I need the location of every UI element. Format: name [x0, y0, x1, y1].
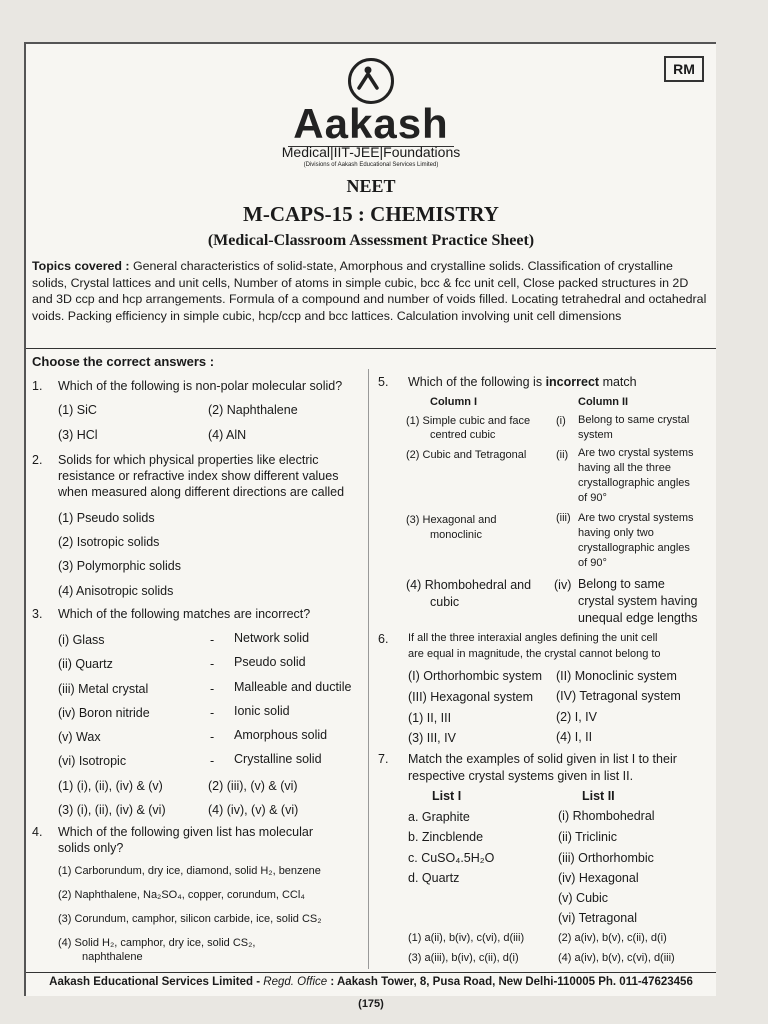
q3-option-1: (1) (i), (ii), (iv) & (v) [58, 779, 163, 793]
aakash-logo-icon [348, 58, 394, 104]
q7-text-line2: respective crystal systems given in list II. [408, 769, 634, 783]
q4-text-line2: solids only? [58, 841, 124, 855]
rm-badge: RM [664, 56, 704, 82]
q3-row-dash: - [210, 706, 215, 720]
page-title: M-CAPS-15 : CHEMISTRY [243, 202, 499, 226]
q5-text-start: Which of the following is [408, 375, 543, 389]
q7-list1-header: List I [432, 789, 462, 803]
q4-option-3: (3) Corundum, camphor, silicon carbide, ice, solid CS₂ [58, 913, 322, 925]
q7-item-iv: (iv) Hexagonal [558, 871, 639, 885]
q4-number: 4. [32, 825, 43, 839]
q7-text-line1: Match the examples of solid given in list I to their [408, 752, 677, 766]
q7-list2-header: List II [582, 789, 615, 803]
q3-row-value: Amorphous solid [234, 728, 328, 742]
q5-r4-col2-cont2: unequal edge lengths [578, 611, 698, 625]
q6-statement-3: (III) Hexagonal system [408, 690, 534, 704]
divider [26, 348, 716, 349]
topics-covered [32, 258, 708, 324]
q5-r4-num: (iv) [554, 578, 572, 592]
brand-division: (Divisions of Aakash Educational Services Limited) [303, 162, 439, 168]
q6-option-2: (2) I, IV [556, 710, 597, 724]
q5-text-end: match [602, 375, 637, 389]
q7-option-4: (4) a(iv), b(v), c(vi), d(iii) [558, 952, 675, 964]
q7-item-a: a. Graphite [408, 810, 470, 824]
q1-option-1: (1) SiC [58, 403, 97, 417]
q5-number: 5. [378, 375, 389, 389]
q6-statement-1: (I) Orthorhombic system [408, 669, 543, 683]
q7-option-2: (2) a(iv), b(v), c(ii), d(i) [558, 932, 667, 944]
q7-item-v: (v) Cubic [558, 891, 609, 905]
q5-r1-col1-cont: centred cubic [430, 429, 496, 441]
exam-name: NEET [346, 176, 396, 196]
q5-text-bold: incorrect [545, 375, 600, 389]
q3-option-4: (4) (iv), (v) & (vi) [208, 803, 299, 817]
q5-r3-col2-cont2: crystallographic angles [578, 542, 690, 554]
q7-item-vi: (vi) Tetragonal [558, 911, 637, 925]
q6-option-1: (1) II, III [408, 711, 452, 725]
worksheet-page [24, 42, 716, 1010]
q5-r1-col2: Belong to same crystal [578, 414, 690, 426]
q2-text-line3: when measured along different directions are called [58, 485, 345, 499]
q3-row-value: Malleable and ductile [234, 680, 352, 694]
footer [26, 976, 716, 988]
q6-text-line1: If all the three interaxial angles defining the unit cell [408, 632, 658, 644]
q5-r2-col2-cont2: crystallographic angles [578, 477, 690, 489]
q2-text-line2: resistance or refractive index show different values [58, 469, 339, 483]
q3-option-3: (3) (i), (ii), (iv) & (vi) [58, 803, 166, 817]
q2-option-2: (2) Isotropic solids [58, 535, 160, 549]
q5-column2-header: Column II [578, 396, 629, 408]
q5-r3-col2: Are two crystal systems [578, 512, 694, 524]
q7-item-i: (i) Rhombohedral [558, 809, 655, 823]
q5-r1-col2-cont: system [578, 429, 613, 441]
q3-row-name: (v) Wax [58, 730, 101, 744]
q3-row-dash: - [210, 657, 215, 671]
q5-r1-num: (i) [556, 415, 566, 427]
q5-r4-col1-cont: cubic [430, 595, 460, 609]
q6-option-4: (4) I, II [556, 730, 593, 744]
q3-row-name: (ii) Quartz [58, 657, 113, 671]
q4-option-1: (1) Carborundum, dry ice, diamond, solid H₂, benzene [58, 865, 321, 877]
q3-row-dash: - [210, 682, 215, 696]
q6-statement-2: (II) Monoclinic system [556, 669, 677, 683]
q5-r2-num: (ii) [556, 449, 569, 461]
q3-row-value: Crystalline solid [234, 752, 322, 766]
q3-row-value: Pseudo solid [234, 655, 306, 669]
q3-row-value: Ionic solid [234, 704, 290, 718]
q5-text [408, 374, 637, 390]
topics-text: General characteristics of solid-state, Amorphous and crystalline solids. Classification of crystalline solids, Crystal lattices and unit cells, Number of atoms in simple cubic, bcc & fcc unit cell, Close packed structures in 2D and 3D ccp and hcp arrangements. Formula of a compound and number of voids filled. Locating tetrahedral and octahedral voids. Packing efficiency in simple cubic, hcp/ccp and bcc lattices. Calculation involving unit cell dimensions [32, 259, 707, 323]
brand-tagline: Medical|IIT-JEE|Foundations [281, 144, 461, 160]
q5-r4-col2-cont1: crystal system having [578, 594, 698, 608]
q2-option-4: (4) Anisotropic solids [58, 584, 174, 598]
q3-row-value: Network solid [234, 631, 310, 645]
q3-row-name: (i) Glass [58, 633, 105, 647]
q2-option-1: (1) Pseudo solids [58, 511, 155, 525]
q5-r3-col1-cont: monoclinic [430, 529, 482, 541]
q7-number: 7. [378, 752, 389, 766]
q7-option-3: (3) a(iii), b(iv), c(ii), d(i) [408, 952, 519, 964]
footer-company: Aakash Educational Services Limited - [49, 976, 261, 988]
q7-item-d: d. Quartz [408, 871, 460, 885]
footer-office-label: Regd. Office [263, 976, 328, 988]
q2-option-3: (3) Polymorphic solids [58, 559, 181, 573]
q5-r2-col2: Are two crystal systems [578, 447, 694, 459]
q1-number: 1. [32, 379, 43, 393]
q3-row-dash: - [210, 633, 215, 647]
q6-text-line2: are equal in magnitude, the crystal cannot belong to [408, 648, 661, 660]
q5-r4-col2: Belong to same [578, 577, 665, 591]
q5-r2-col2-cont1: having all the three [578, 462, 671, 474]
q5-column1-header: Column I [430, 396, 478, 408]
q7-item-ii: (ii) Triclinic [558, 830, 618, 844]
footer-divider [26, 972, 716, 973]
q1-text: Which of the following is non-polar molecular solid? [58, 379, 343, 393]
q5-r3-num: (iii) [556, 512, 571, 524]
q5-r2-col1: (2) Cubic and Tetragonal [406, 449, 527, 461]
footer-address: : Aakash Tower, 8, Pusa Road, New Delhi-110005 Ph. 011-47623456 [330, 976, 693, 988]
q7-option-1: (1) a(ii), b(iv), c(vi), d(iii) [408, 932, 525, 944]
q3-row-name: (iv) Boron nitride [58, 706, 150, 720]
q3-number: 3. [32, 607, 43, 621]
q2-number: 2. [32, 453, 43, 467]
q5-r3-col1: (3) Hexagonal and [406, 514, 497, 526]
q1-option-3: (3) HCl [58, 428, 98, 442]
q6-option-3: (3) III, IV [408, 731, 456, 745]
column-divider [368, 369, 369, 969]
q3-row-name: (iii) Metal crystal [58, 682, 149, 696]
q7-item-iii: (iii) Orthorhombic [558, 851, 654, 865]
q5-r3-col2-cont3: of 90° [578, 557, 607, 569]
q3-row-dash: - [210, 754, 215, 768]
q5-r1-col1: (1) Simple cubic and face [406, 415, 531, 427]
q3-option-2: (2) (iii), (v) & (vi) [208, 779, 298, 793]
topics-label: Topics covered : [32, 259, 130, 273]
q3-row-name: (vi) Isotropic [58, 754, 127, 768]
q1-option-2: (2) Naphthalene [208, 403, 298, 417]
q6-statement-4: (IV) Tetragonal system [556, 689, 681, 703]
q3-row-dash: - [210, 730, 215, 744]
page-subtitle: (Medical-Classroom Assessment Practice Sheet) [207, 232, 535, 249]
q5-r2-col2-cont3: of 90° [578, 492, 607, 504]
instruction: Choose the correct answers : [32, 354, 215, 369]
q7-item-b: b. Zincblende [408, 830, 484, 844]
page-number: (175) [358, 998, 384, 1010]
q5-r4-col1: (4) Rhombohedral and [406, 578, 532, 592]
q3-text: Which of the following matches are incorrect? [58, 607, 311, 621]
q4-option-4b: naphthalene [82, 951, 143, 963]
q4-option-2: (2) Naphthalene, Na₂SO₄, copper, corundum, CCl₄ [58, 889, 305, 901]
q4-option-4a: (4) Solid H₂, camphor, dry ice, solid CS₂, [58, 937, 256, 949]
q4-text-line1: Which of the following given list has molecular [58, 825, 313, 839]
q5-r3-col2-cont1: having only two [578, 527, 654, 539]
q7-item-c: c. CuSO₄.5H₂O [408, 851, 495, 865]
q1-option-4: (4) AlN [208, 428, 247, 442]
q6-number: 6. [378, 632, 389, 646]
q2-text-line1: Solids for which physical properties like electric [58, 453, 319, 467]
brand-name: Aakash [293, 100, 449, 147]
